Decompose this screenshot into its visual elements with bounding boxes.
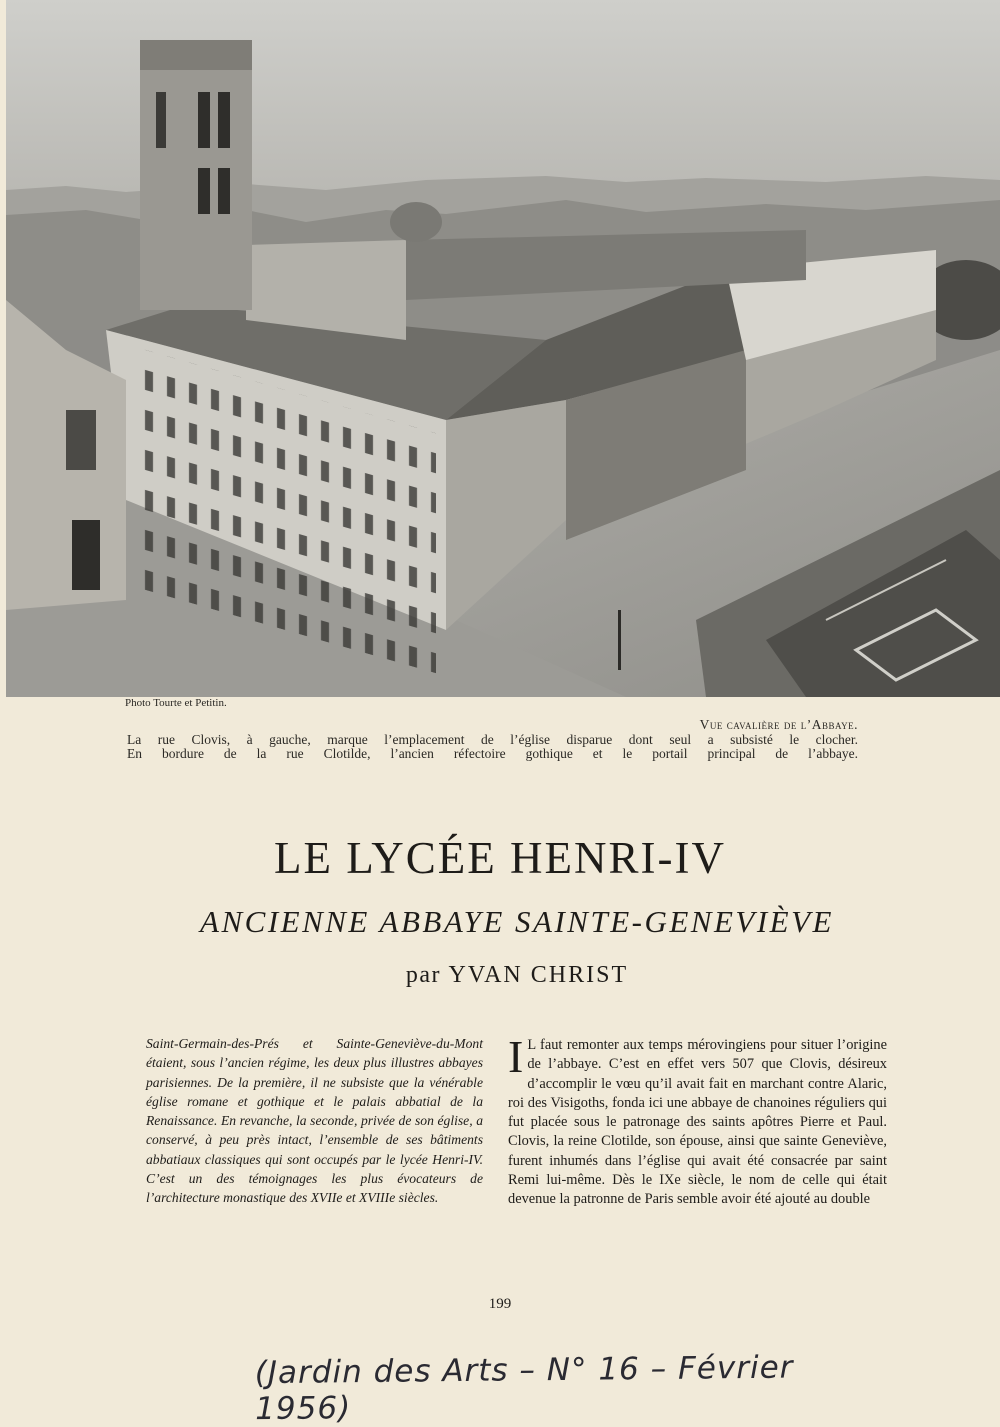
photo-credit: Photo Tourte et Petitin.	[125, 697, 227, 709]
byline-prefix: par	[405, 962, 442, 988]
article-byline	[0, 962, 1000, 989]
caption-line: La rue Clovis, à gauche, marque l’emplacement de l’église disparue dont seul a subsisté le clocher.	[127, 731, 858, 747]
caption-title: Vue cavalière de l’Abbaye.	[699, 717, 858, 732]
abbey-photograph	[6, 0, 1000, 697]
article-body	[508, 1031, 887, 1210]
page-number: 199	[488, 1296, 512, 1312]
article-title: LE LYCÉE HENRI-IV	[274, 833, 726, 883]
photo-caption	[127, 718, 858, 762]
article-intro: Saint-Germain-des-Prés et Sainte-Geneviève-du-Mont étaient, sous l’ancien régime, les deux plus illustres abbayes parisiennes. De la première, il ne subsiste que la vénérable église romane et gothique et le palais abbatial de la Renaissance. En revanche, la seconde, privée de son église, a conservé, à peu près intact, l’ensemble de ses bâtiments abbatiaux classiques qui sont occupés par le lycée Henri-IV. C’est un des témoignages les plus évocateurs de l’architecture monastique des XVIIe et XVIIIe siècles.	[146, 1036, 483, 1206]
article-body-text: L faut remonter aux temps mérovingiens pour situer l’origine de l’abbaye. C’est en effet vers 507 que Clovis, désireux d’accomplir le vœu qu’il avait fait en marchant contre Alaric, roi des Visigoths, fonda ici une abbaye de chanoines réguliers qui fut placée sous le patronage des saints apôtres Pierre et Paul. Clovis, la reine Clotilde, son épouse, ainsi que sainte Geneviève, furent inhumés dans l’église qui avait été consacrée par saint Remi lui-même. Dès le IXe siècle, le nom de celle qui était devenue la patronne de Paris semble avoir été ajouté au double	[508, 1037, 887, 1208]
drop-cap: I	[508, 1031, 524, 1082]
byline-author: YVAN CHRIST	[448, 962, 629, 988]
handwritten-note: (Jardin des Arts – N° 16 – Février 1956)	[254, 1349, 794, 1427]
article-subtitle: ANCIENNE ABBAYE SAINTE-GENEVIÈVE	[200, 904, 834, 939]
caption-line: En bordure de la rue Clotilde, l’ancien réfectoire gothique et le portail principal de l’abbaye.	[127, 746, 858, 761]
